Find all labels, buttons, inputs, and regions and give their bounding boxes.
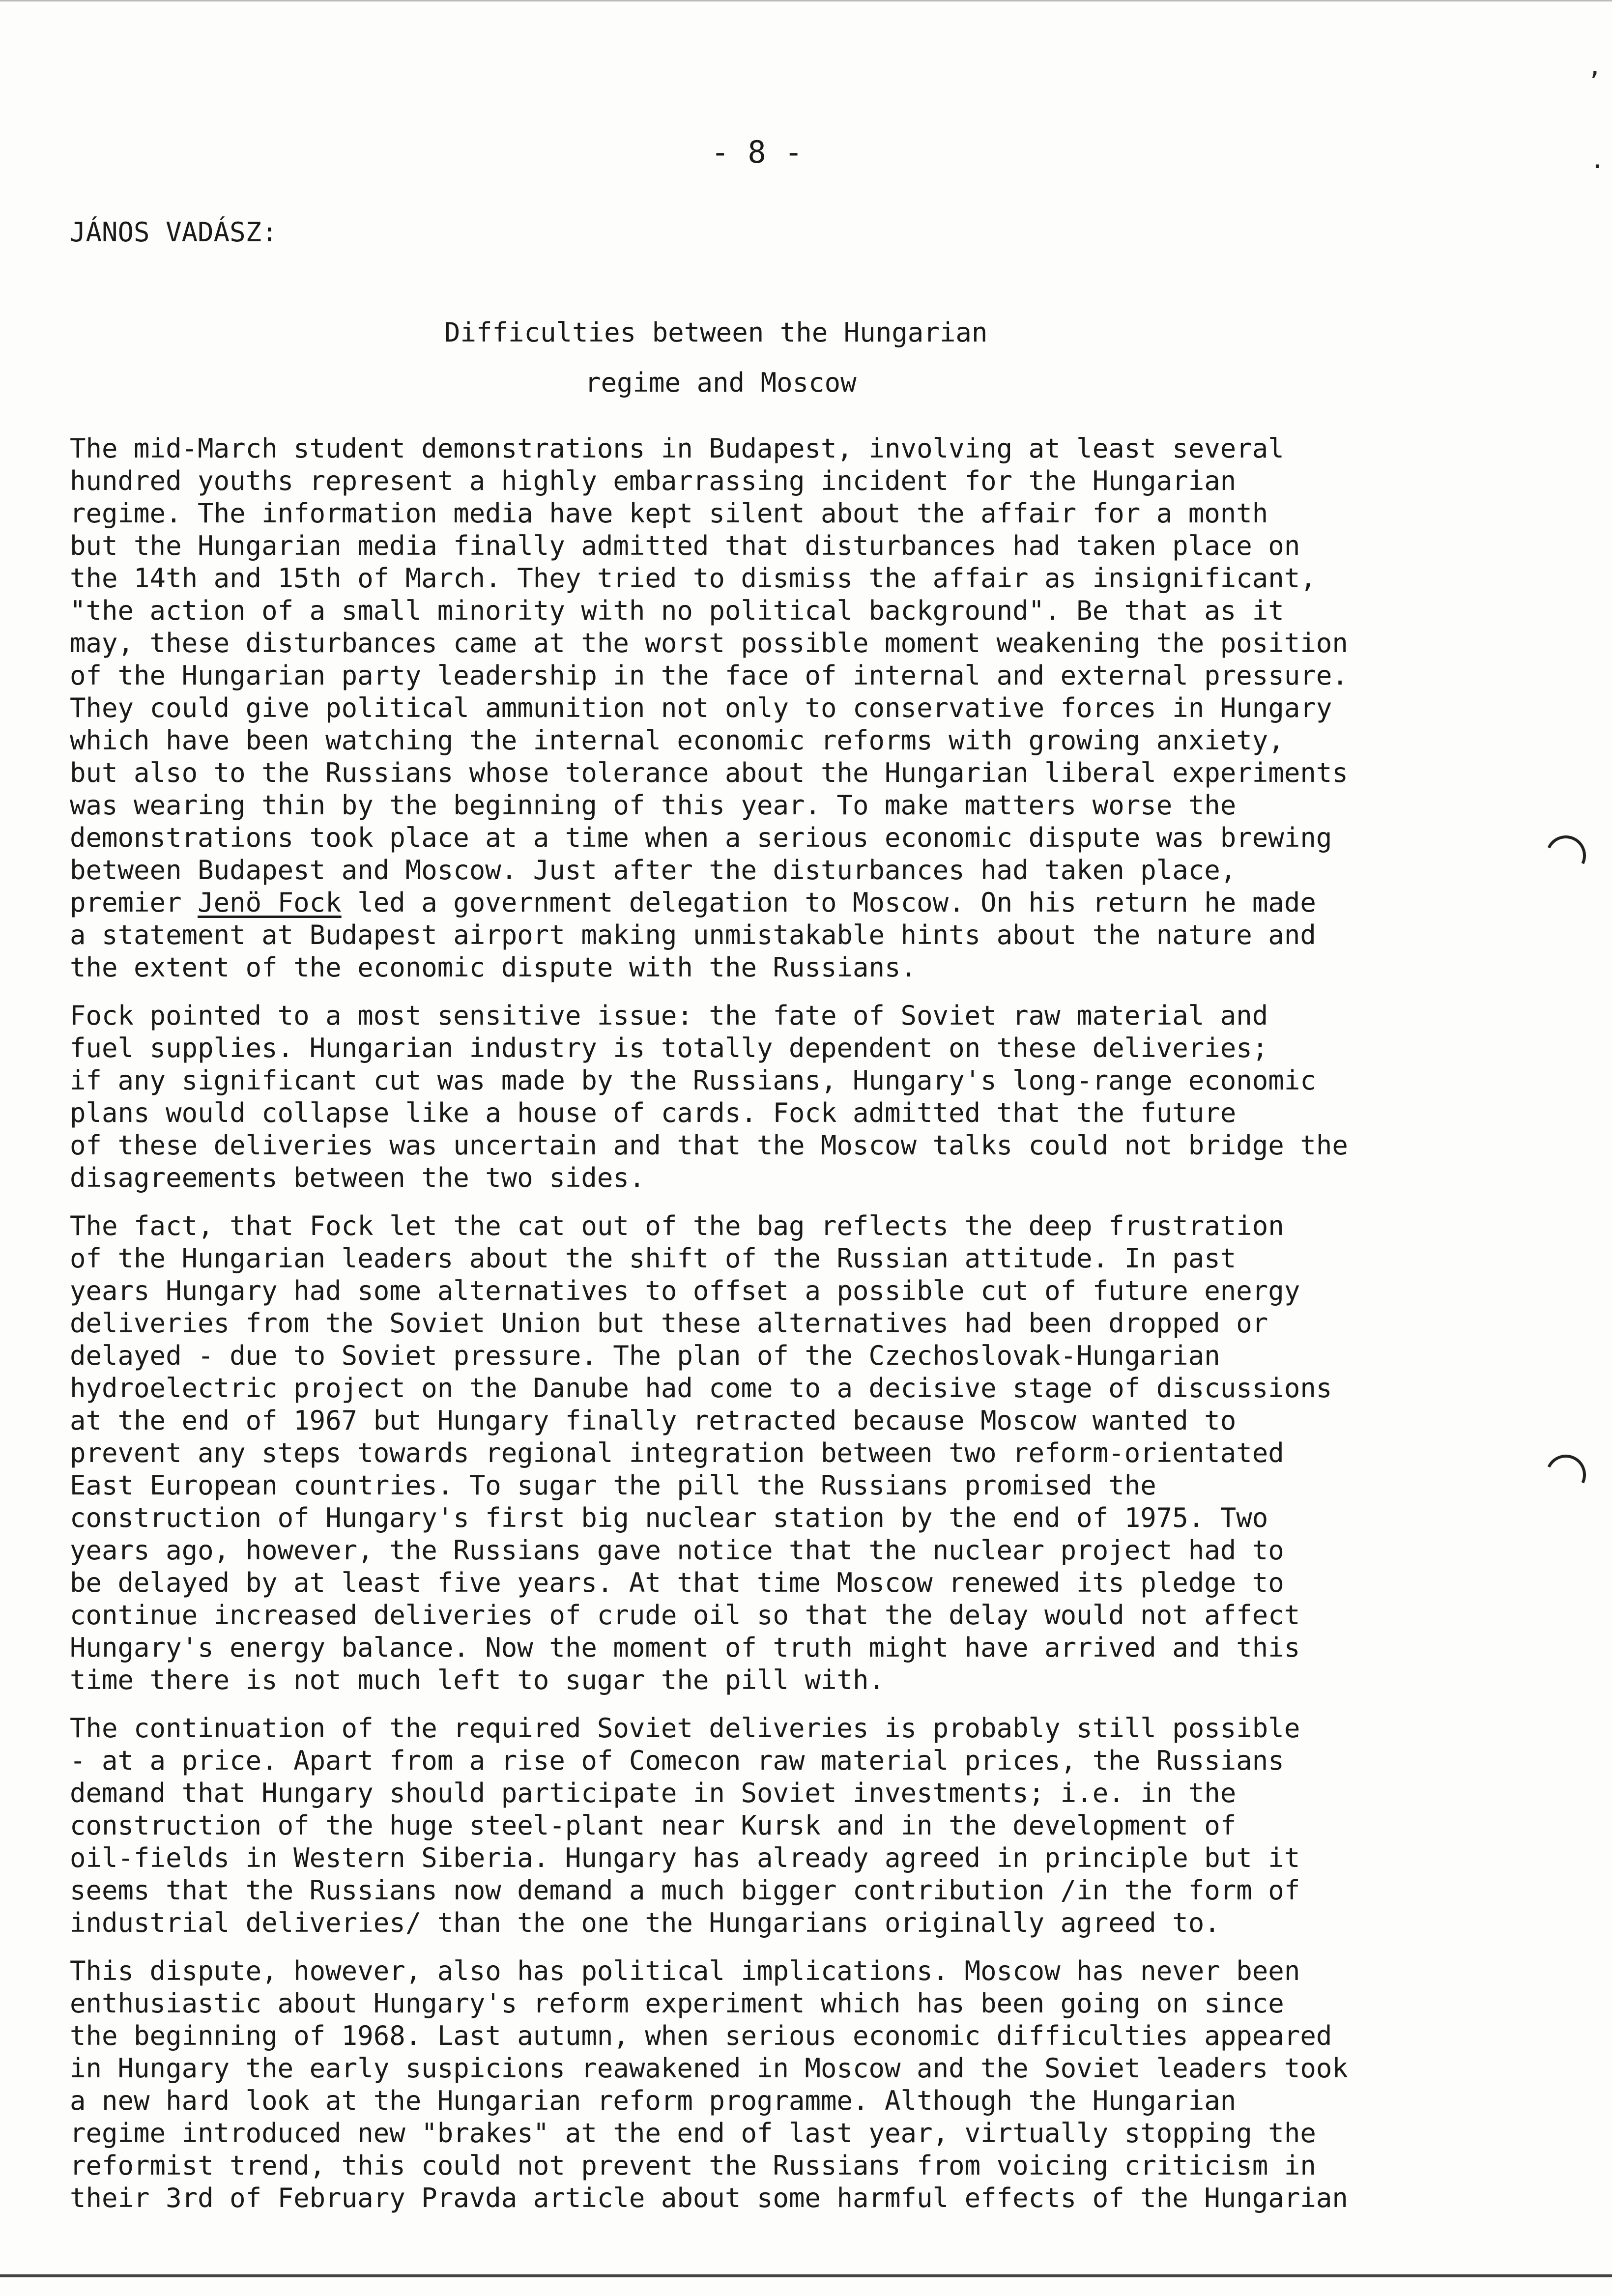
article-body <box>70 432 1534 2230</box>
text-line: years Hungary had some alternatives to offset a possible cut of future energy <box>70 1275 1300 1306</box>
text-fragment: led a government delegation to Moscow. On his return he made <box>341 887 1316 918</box>
paragraph-2 <box>70 1000 1534 1194</box>
text-line: at the end of 1967 but Hungary finally retracted because Moscow wanted to <box>70 1405 1237 1436</box>
paragraph-5 <box>70 1955 1534 2214</box>
text-line: "the action of a small minority with no political background". Be that as it <box>70 595 1284 626</box>
paragraph-1 <box>70 432 1534 984</box>
text-line: oil-fields in Western Siberia. Hungary has already agreed in principle but it <box>70 1842 1300 1873</box>
punch-mark <box>1540 830 1591 881</box>
text-line: This dispute, however, also has political implications. Moscow has never been <box>70 1955 1300 1986</box>
top-edge-rule <box>0 0 1612 1</box>
text-line: Hungary's energy balance. Now the moment of truth might have arrived and this <box>70 1632 1300 1663</box>
text-line: fuel supplies. Hungarian industry is totally dependent on these deliveries; <box>70 1033 1268 1063</box>
text-line: The fact, that Fock let the cat out of the bag reflects the deep frustration <box>70 1210 1284 1241</box>
text-line: reformist trend, this could not prevent the Russians from voicing criticism in <box>70 2150 1316 2181</box>
text-line: continue increased deliveries of crude oil so that the delay would not affect <box>70 1600 1300 1631</box>
punch-mark <box>1540 1449 1591 1500</box>
text-line: of the Hungarian leaders about the shift of the Russian attitude. In past <box>70 1243 1237 1274</box>
page-number: - 8 - <box>711 134 803 170</box>
text-line: - at a price. Apart from a rise of Comecon raw material prices, the Russians <box>70 1745 1284 1776</box>
paragraph-4 <box>70 1712 1534 1939</box>
text-line: the extent of the economic dispute with the Russians. <box>70 952 917 983</box>
text-line: be delayed by at least five years. At that time Moscow renewed its pledge to <box>70 1567 1284 1598</box>
text-line: enthusiastic about Hungary's reform experiment which has been going on since <box>70 1988 1284 2019</box>
text-line: was wearing thin by the beginning of this year. To make matters worse the <box>70 790 1237 821</box>
margin-mark: , <box>1587 52 1603 81</box>
text-line: but also to the Russians whose tolerance about the Hungarian liberal experiments <box>70 757 1348 788</box>
underlined-name: Jenö Fock <box>198 887 342 918</box>
text-line: a new hard look at the Hungarian reform programme. Although the Hungarian <box>70 2085 1237 2116</box>
text-line: delayed - due to Soviet pressure. The plan of the Czechoslovak-Hungarian <box>70 1340 1220 1371</box>
text-line: The continuation of the required Soviet deliveries is probably still possible <box>70 1713 1300 1744</box>
text-line: hydroelectric project on the Danube had come to a decisive stage of discussions <box>70 1373 1332 1404</box>
bottom-edge-rule <box>0 2274 1612 2277</box>
text-line: years ago, however, the Russians gave notice that the nuclear project had to <box>70 1535 1284 1566</box>
text-line: construction of the huge steel-plant near Kursk and in the development of <box>70 1810 1237 1841</box>
text-line: their 3rd of February Pravda article about some harmful effects of the Hungarian <box>70 2182 1348 2213</box>
text-line: deliveries from the Soviet Union but these alternatives had been dropped or <box>70 1308 1268 1339</box>
text-line: between Budapest and Moscow. Just after the disturbances had taken place, <box>70 855 1237 886</box>
text-line: time there is not much left to sugar the pill with. <box>70 1665 885 1695</box>
text-line <box>70 887 1534 919</box>
text-line: regime introduced new "brakes" at the end of last year, virtually stopping the <box>70 2118 1316 2149</box>
text-line: if any significant cut was made by the Russians, Hungary's long-range economic <box>70 1065 1316 1096</box>
text-line: prevent any steps towards regional integration between two reform-orientated <box>70 1437 1284 1468</box>
text-line: may, these disturbances came at the worst possible moment weakening the position <box>70 628 1348 659</box>
text-line: demand that Hungary should participate in Soviet investments; i.e. in the <box>70 1778 1237 1808</box>
text-line: a statement at Budapest airport making unmistakable hints about the nature and <box>70 919 1316 950</box>
text-line: in Hungary the early suspicions reawakened in Moscow and the Soviet leaders took <box>70 2053 1348 2084</box>
text-line: construction of Hungary's first big nuclear station by the end of 1975. Two <box>70 1502 1268 1533</box>
text-line: They could give political ammunition not only to conservative forces in Hungary <box>70 692 1332 723</box>
text-line: demonstrations took place at a time when a serious economic dispute was brewing <box>70 822 1332 853</box>
text-line: of the Hungarian party leadership in the face of internal and external pressure. <box>70 660 1348 691</box>
text-line: disagreements between the two sides. <box>70 1162 645 1193</box>
margin-mark: . <box>1590 145 1605 174</box>
text-line: which have been watching the internal economic reforms with growing anxiety, <box>70 725 1284 756</box>
text-line: seems that the Russians now demand a much bigger contribution /in the form of <box>70 1875 1300 1906</box>
author-name: JÁNOS VADÁSZ: <box>70 217 278 248</box>
paragraph-3 <box>70 1210 1534 1696</box>
text-line: hundred youths represent a highly embarrassing incident for the Hungarian <box>70 465 1237 496</box>
text-line: of these deliveries was uncertain and that the Moscow talks could not bridge the <box>70 1130 1348 1161</box>
text-line: but the Hungarian media finally admitted that disturbances had taken place on <box>70 530 1300 561</box>
text-line: Fock pointed to a most sensitive issue: the fate of Soviet raw material and <box>70 1000 1268 1031</box>
text-fragment: premier <box>70 887 198 918</box>
text-line: the beginning of 1968. Last autumn, when serious economic difficulties appeared <box>70 2020 1332 2051</box>
article-title-line-2: regime and Moscow <box>585 367 857 398</box>
article-title-line-1: Difficulties between the Hungarian <box>444 317 988 348</box>
text-line: plans would collapse like a house of cards. Fock admitted that the future <box>70 1097 1237 1128</box>
text-line: The mid-March student demonstrations in Budapest, involving at least several <box>70 433 1284 464</box>
text-line: the 14th and 15th of March. They tried to dismiss the affair as insignificant, <box>70 563 1316 594</box>
text-line: industrial deliveries/ than the one the Hungarians originally agreed to. <box>70 1907 1220 1938</box>
text-line: regime. The information media have kept silent about the affair for a month <box>70 498 1268 529</box>
text-line: East European countries. To sugar the pill the Russians promised the <box>70 1470 1156 1501</box>
